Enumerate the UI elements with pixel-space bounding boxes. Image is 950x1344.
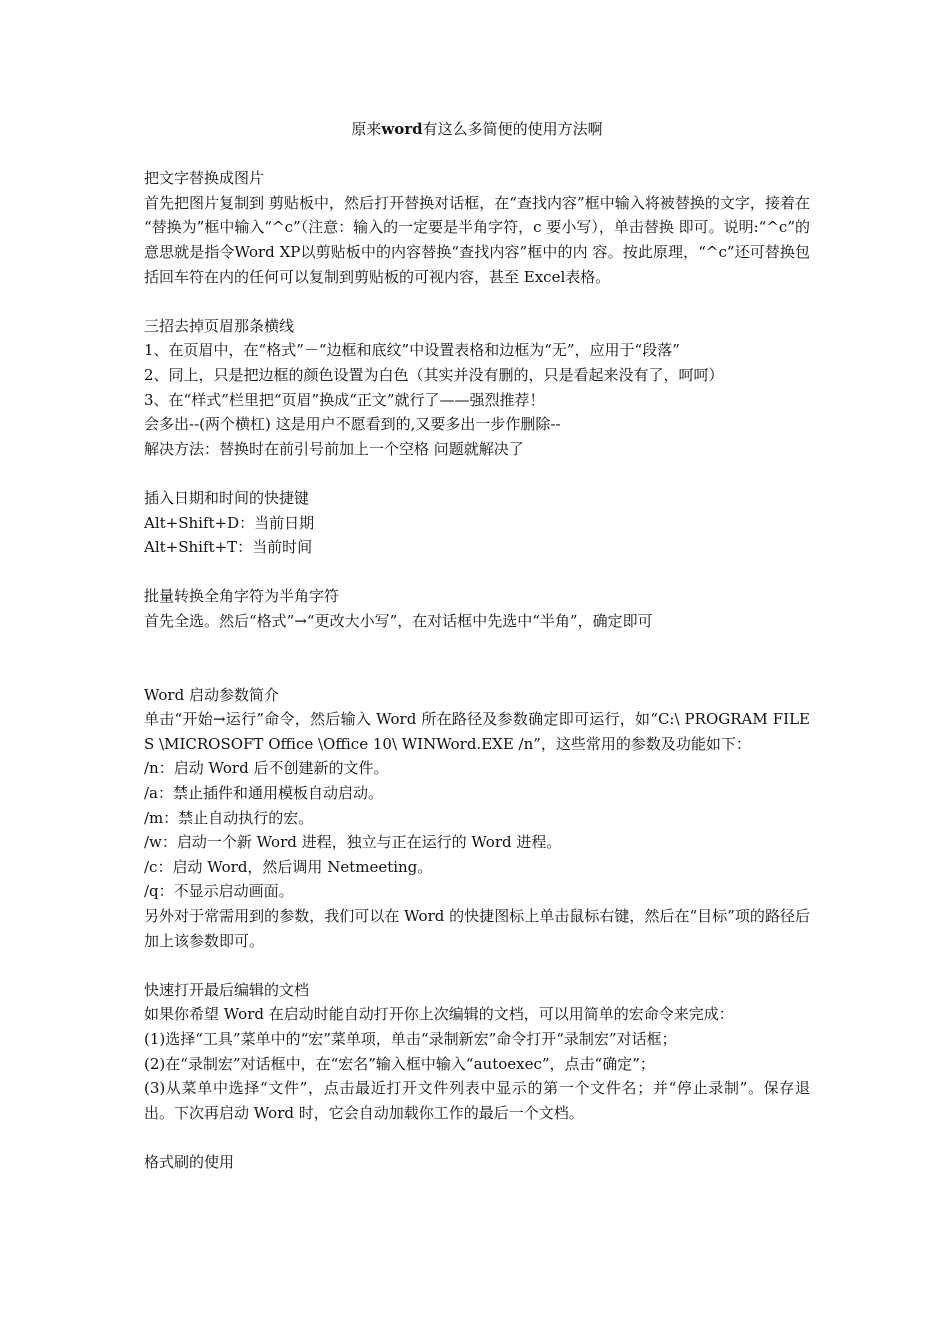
section-paragraph: 另外对于常需用到的参数，我们可以在 Word 的快捷图标上单击鼠标右键，然后在“目标”项的路径后加上该参数即可。 <box>144 907 810 950</box>
list-item: Alt+Shift+T：当前时间 <box>144 538 313 557</box>
list-item: /m：禁止自动执行的宏。 <box>144 808 314 827</box>
title-suffix: 有这么多简便的使用方法啊 <box>422 120 603 138</box>
section-date-time-shortcuts <box>144 486 810 560</box>
list-item: /c：启动 Word，然后调用 Netmeeting。 <box>144 857 433 876</box>
spacer <box>144 1125 810 1150</box>
section-heading: 快速打开最后编辑的文档 <box>144 980 310 999</box>
list-item: 首先全选。然后“格式”→“更改大小写”，在对话框中先选中“半角”，确定即可 <box>144 611 653 630</box>
list-item: (2)在“录制宏”对话框中，在“宏名”输入框中输入“autoexec”，点击“确定”； <box>144 1054 655 1073</box>
list-item: /a：禁止插件和通用模板自动启动。 <box>144 784 383 803</box>
list-item: Alt+Shift+D：当前日期 <box>144 513 315 532</box>
section-heading: 插入日期和时间的快捷键 <box>144 488 310 507</box>
section-startup-params <box>144 683 810 954</box>
document-title <box>144 117 810 142</box>
list-item: 2、同上，只是把边框的颜色设置为白色（其实并没有删的，只是看起来没有了，呵呵） <box>144 365 724 384</box>
list-item: 3、在“样式”栏里把“页眉”换成“正文”就行了——强烈推荐！ <box>144 390 545 409</box>
spacer <box>144 953 810 978</box>
list-item: 会多出--(两个横杠) 这是用户不愿看到的,又要多出一步作删除-- <box>144 415 561 434</box>
spacer <box>144 289 810 314</box>
section-heading: Word 启动参数简介 <box>144 685 279 704</box>
spacer <box>144 142 810 167</box>
list-item: 如果你希望 Word 在启动时能自动打开你上次编辑的文档，可以用简单的宏命令来完成： <box>144 1005 734 1024</box>
section-heading: 把文字替换成图片 <box>144 169 265 188</box>
section-heading: 三招去掉页眉那条横线 <box>144 316 295 335</box>
section-heading: 批量转换全角字符为半角字符 <box>144 587 340 606</box>
spacer <box>144 560 810 585</box>
section-open-last-doc <box>144 978 810 1126</box>
document-page <box>144 112 810 1175</box>
section-fullwidth-convert <box>144 584 810 633</box>
section-paragraph: (3)从菜单中选择“文件”，点击最近打开文件列表中显示的第一个文件名；并“停止录制”。保存退出。下次再启动 Word 时，它会自动加载你工作的最后一个文档。 <box>144 1079 810 1122</box>
list-item: /n：启动 Word 后不创建新的文件。 <box>144 759 389 778</box>
spacer <box>144 633 810 682</box>
title-prefix: 原来 <box>351 120 382 138</box>
section-paragraph: 单击“开始→运行”命令，然后输入 Word 所在路径及参数确定即可运行，如“C:\ PROGRAM FILES \MICROSOFT Office \Office 10\ WINWord.EXE /n”，这些常用的参数及功能如下： <box>144 710 810 753</box>
list-item: 解决方法：替换时在前引号前加上一个空格 问题就解决了 <box>144 439 524 458</box>
list-item: 1、在页眉中，在“格式”－“边框和底纹”中设置表格和边框为“无”，应用于“段落” <box>144 341 680 360</box>
list-item: /q：不显示启动画面。 <box>144 882 294 901</box>
list-item: (1)选择“工具”菜单中的“宏”菜单项，单击“录制新宏”命令打开“录制宏”对话框； <box>144 1029 677 1048</box>
section-paragraph: 首先把图片复制到 剪贴板中，然后打开替换对话框，在“查找内容”框中输入将被替换的文字，接着在 “替换为”框中输入“^c”（注意：输入的一定要是半角字符，c 要小写），单击替换 即可。说明:“^c”的意思就是指令Word XP以剪贴板中的内容替换“查找内容”框中的内 容。按此原理，“^c”还可替换包括回车符在内的任何可以复制到剪贴板的可视内容，甚至 Excel表格。 <box>144 193 810 286</box>
section-image-replace <box>144 166 810 289</box>
list-item: /w：启动一个新 Word 进程，独立与正在运行的 Word 进程。 <box>144 833 562 852</box>
section-header-line <box>144 314 810 462</box>
section-heading: 格式刷的使用 <box>144 1152 235 1171</box>
title-bold-word: word <box>381 120 423 138</box>
spacer <box>144 461 810 486</box>
section-format-painter <box>144 1150 810 1175</box>
